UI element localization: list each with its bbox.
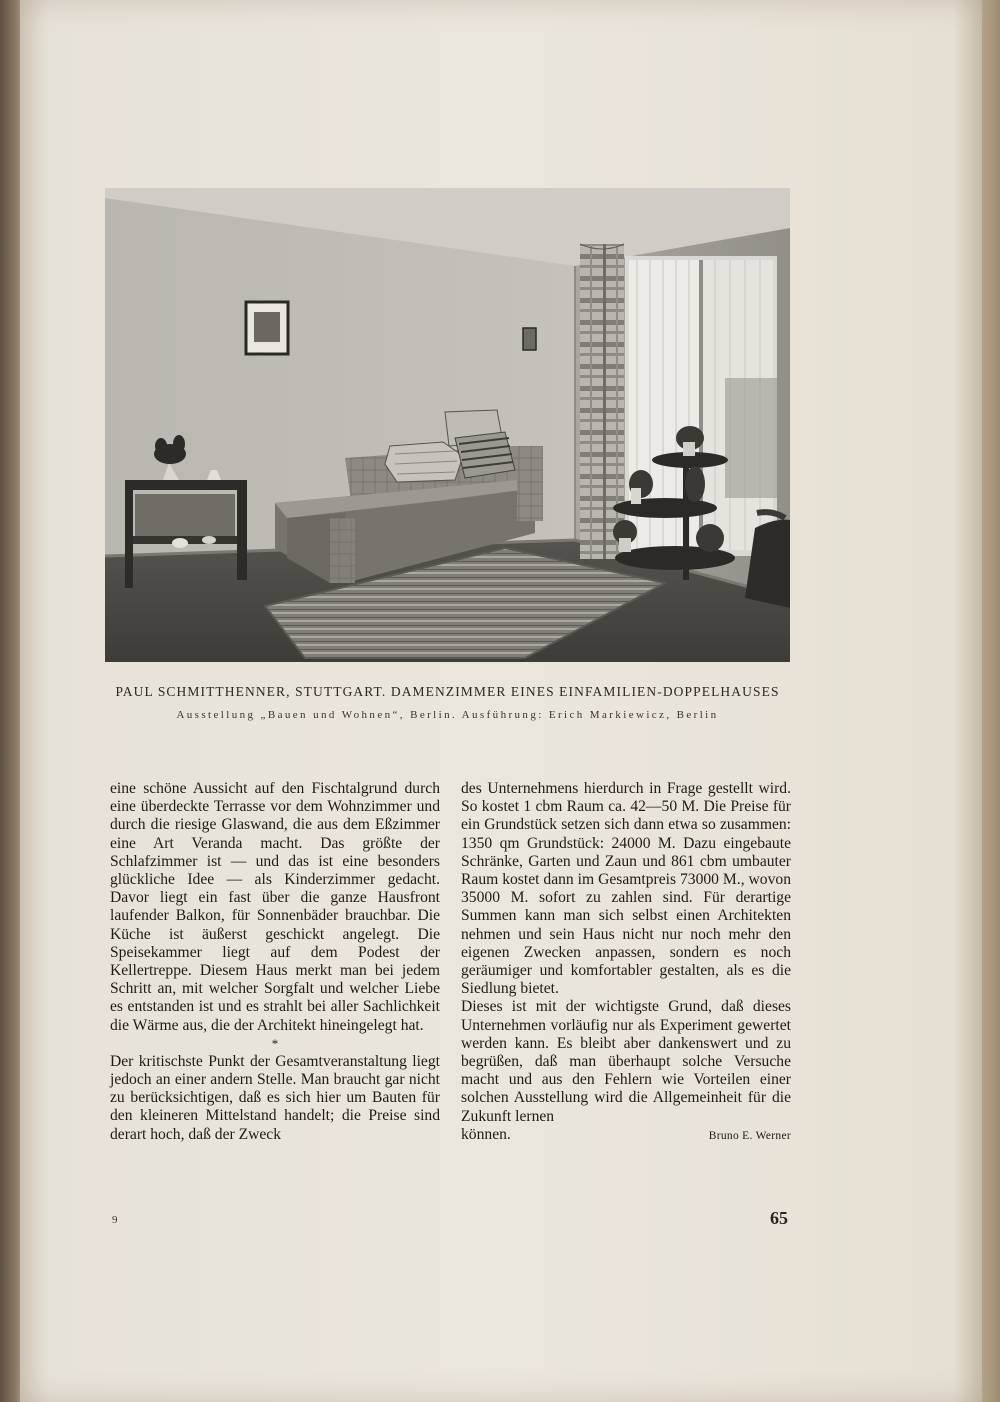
signature-mark: 9 [112, 1214, 118, 1226]
page-number: 65 [770, 1208, 788, 1228]
interior-photograph [105, 188, 790, 662]
figure-caption-title: PAUL SCHMITTHENNER, STUTTGART. DAMENZIMMER EINES EINFAMILIEN-DOPPELHAUSES [115, 684, 780, 699]
page-stack-edge [980, 0, 1000, 1402]
paragraph: Dieses ist mit der wichtigste Grund, daß dieses Unternehmen vorläufig nur als Experiment gewertet werden kann. Es bleibt aber dankenswert und zu begrüßen, daß man überhaupt solche Versuche macht und aus den Fehlern wie Vorteilen einer solchen Ausstellung wird die Allgemeinheit für die Zukunft lernen [461, 998, 791, 1125]
paragraph: eine schöne Aussicht auf den Fischtalgrund durch eine überdeckte Terrasse vor dem Wohnzimmer und durch die riesige Glaswand, die aus dem Eßzimmer eine Art Veranda macht. Das größte der Schlafzimmer ist — und das ist eine besonders glückliche Idee — als Kinderzimmer gedacht. Davor liegt ein fast über die ganze Hausfront laufender Balkon, für Sonnenbäder brauchbar. Die Küche ist äußerst geschickt angelegt. Die Speisekammer liegt auf dem Podest der Kellertreppe. Diesem Haus merkt man bei jedem Schritt an, mit welcher Sorgfalt und welcher Liebe es entstanden ist und es strahlt bei aller Sachlichkeit die Wärme aus, die der Architekt hineingelegt hat. [110, 780, 440, 1034]
paragraph: Der kritischste Punkt der Gesamtveranstaltung liegt jedoch an einer andern Stelle. Man braucht gar nicht zu berücksichtigen, daß es sich hier um Bauten für den kleineren Mittelstand handelt; die Preise sind derart hoch, daß der Zweck [110, 1052, 440, 1143]
closing-word: können. [461, 1125, 511, 1143]
text-column-right [461, 780, 791, 1144]
author-signature: Bruno E. Werner [708, 1129, 791, 1142]
section-separator: * [271, 1035, 279, 1051]
figure-caption-credit: Ausstellung „Bauen und Wohnen“, Berlin. Ausführung: Erich Markiewicz, Berlin [176, 709, 719, 721]
closing-line [461, 1126, 791, 1144]
text-column-left [110, 780, 440, 1144]
paragraph: des Unternehmens hierdurch in Frage gestellt wird. So kostet 1 cbm Raum ca. 42—50 M. Die Preise für ein Grundstück setzen sich dann etwa so zusammen: 1350 qm Grundstück: 24000 M. Dazu eingebaute Schränke, Garten und Zaun und 861 cbm umbauter Raum kostet dann im Gesamtpreis 73000 M., wovon 35000 M. sofort zu zahlen sind. Für derartige Summen kann man sich selbst einen Architekten nehmen und sein Haus nicht nur noch mehr den eigenen Zwecken anpassen, sondern es noch geräumiger und komfortabler gestalten, als es die Siedlung bietet. [461, 780, 791, 998]
